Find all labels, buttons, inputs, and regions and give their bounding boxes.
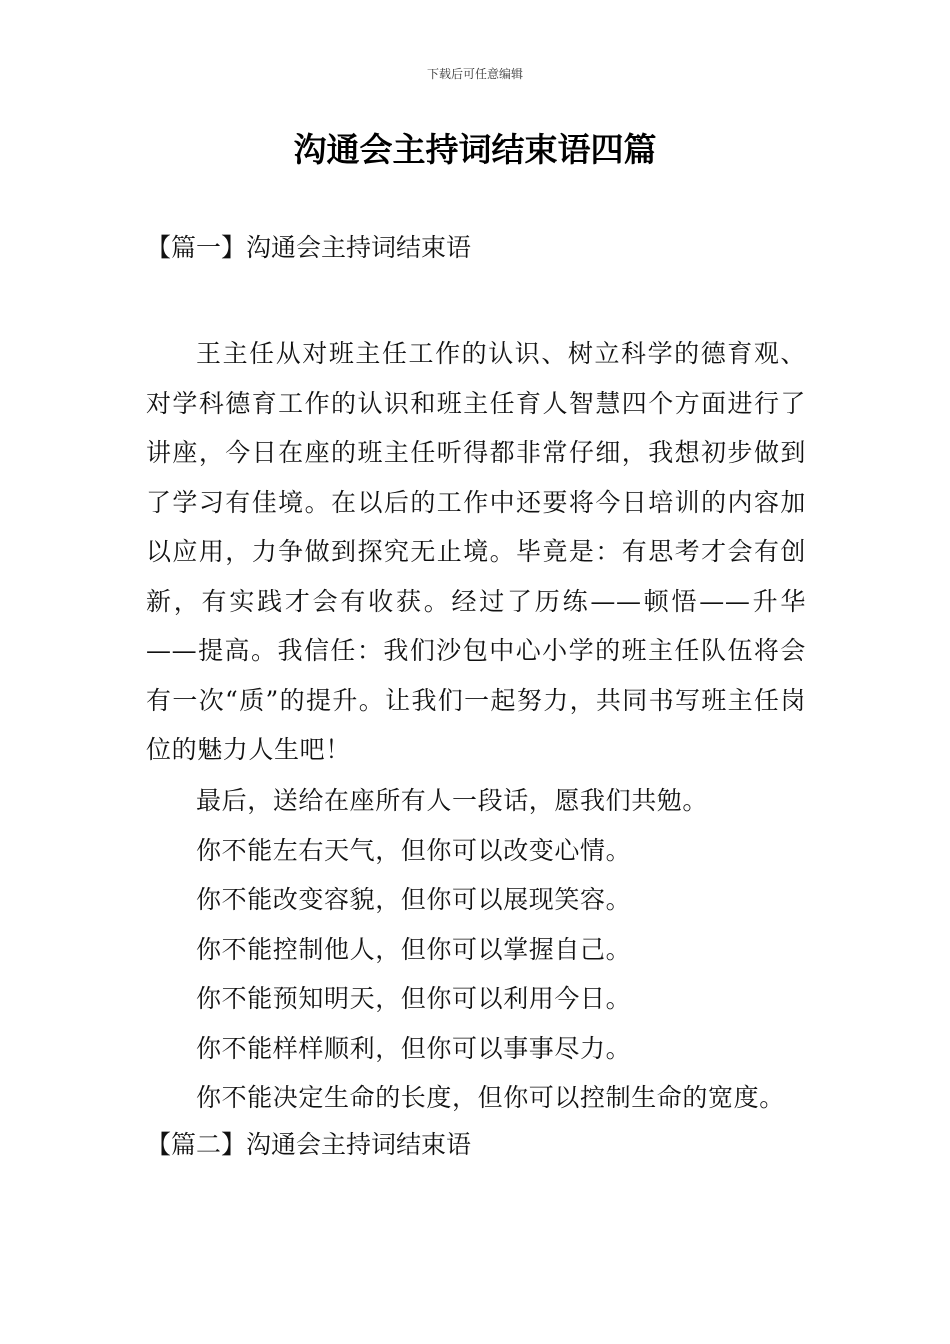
section-heading-2: 【篇二】沟通会主持词结束语 [146,1130,472,1159]
section-heading-1: 【篇一】沟通会主持词结束语 [146,233,472,262]
document-title: 沟通会主持词结束语四篇 [293,130,657,169]
section-1-lines [146,776,826,1123]
text-line: 你不能控制他人，但你可以掌握自己。 [196,934,632,964]
text-line: 你不能改变容貌，但你可以展现笑容。 [196,885,632,914]
text-line: 你不能预知明天，但你可以利用今日。 [196,984,632,1013]
page-header-note: 下载后可任意编辑 [426,67,523,81]
text-line: 你不能决定生命的长度，但你可以控制生命的宽度。 [196,1083,785,1112]
text-line: 你不能样样顺利，但你可以事事尽力。 [196,1033,632,1063]
text-line: 你不能左右天气，但你可以改变心情。 [196,835,632,865]
section-1-paragraph: 王主任从对班主任工作的认识、树立科学的德育观、对学科德育工作的认识和班主任育人智慧四个方面进行了讲座，今日在座的班主任听得都非常仔细，我想初步做到了学习有佳境。在以后的工作中还要将今日培训的内容加以应用，力争做到探究无止境。毕竟是：有思考才会有创新，有实践才会有收获。经过了历练——顿悟——升华——提高。我信任：我们沙包中心小学的班主任队伍将会有一次“质”的提升。让我们一起努力，共同书写班主任岗位的魅力人生吧！ [146,339,806,764]
text-line: 最后，送给在座所有人一段话，愿我们共勉。 [196,786,709,815]
